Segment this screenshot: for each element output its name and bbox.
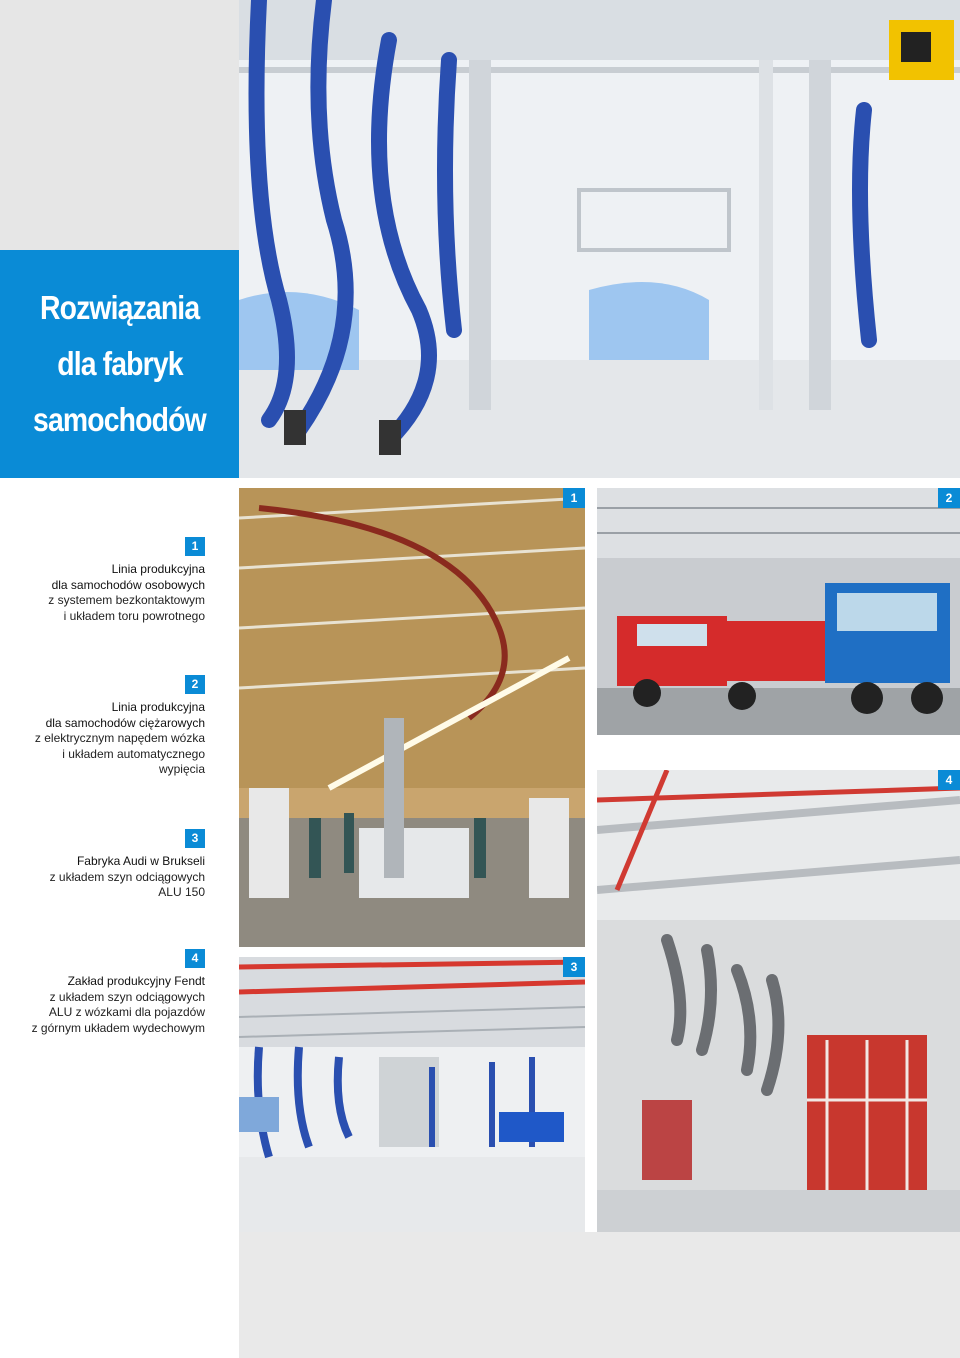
caption-4-line-3: ALU z wózkami dla pojazdów (48, 1005, 205, 1019)
caption-badge-4: 4 (185, 949, 205, 968)
caption-1-line-2: dla samochodów osobowych (51, 577, 205, 592)
caption-2-line-5: wypięcia (158, 762, 205, 776)
photo-car-production-line (239, 488, 585, 947)
photo-badge-4: 4 (938, 770, 960, 790)
photo-audi-brussels-hall (239, 957, 585, 1233)
caption-badge-1: 1 (185, 537, 205, 556)
caption-4-line-1: Zakład produkcyjny Fendt (67, 974, 205, 988)
caption-2-line-1: Linia produkcyjna (111, 700, 205, 714)
caption-2-line-3: z elektrycznym napędem wózka (34, 731, 205, 745)
title-line-3: samochodów (33, 401, 206, 438)
caption-3-line-1: Fabryka Audi w Brukseli (76, 854, 205, 868)
caption-1-line-4: i układem toru powrotnego (63, 608, 205, 623)
caption-4-line-4: z górnym układem wydechowym (31, 1020, 205, 1035)
caption-3-line-2: z układem szyn odciągowych (49, 869, 205, 884)
bottom-margin-strip (239, 1232, 960, 1358)
caption-4-line-2: z układem szyn odciągowych (49, 989, 205, 1004)
photo-badge-2: 2 (938, 488, 960, 508)
photo-badge-1: 1 (563, 488, 585, 508)
left-top-band (0, 0, 239, 250)
caption-badge-3: 3 (185, 829, 205, 848)
page-title (0, 250, 239, 478)
caption-2-line-4: i układem automatycznego (62, 746, 205, 761)
caption-1-line-3: z systemem bezkontaktowym (48, 593, 205, 607)
caption-badge-2: 2 (185, 675, 205, 694)
caption-2 (10, 675, 205, 778)
hero-photo-exhaust-hoses (239, 0, 960, 478)
caption-3 (10, 829, 205, 901)
photo-truck-production-line (597, 488, 960, 735)
photo-fendt-plant-rails (597, 770, 960, 1233)
caption-3-line-3: ALU 150 (158, 885, 205, 899)
title-line-1: Rozwiązania (39, 289, 200, 326)
title-line-2: dla fabryk (56, 345, 183, 382)
caption-2-line-2: dla samochodów ciężarowych (45, 715, 205, 730)
caption-1-line-1: Linia produkcyjna (111, 562, 205, 576)
photo-badge-3: 3 (563, 957, 585, 977)
caption-1 (10, 537, 205, 624)
caption-4 (10, 949, 205, 1036)
